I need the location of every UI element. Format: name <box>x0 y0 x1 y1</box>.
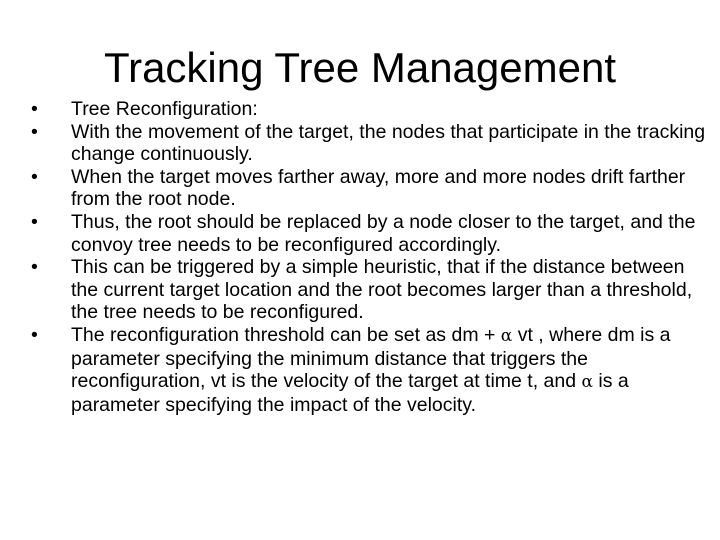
bullet-text: When the target moves farther away, more and more nodes drift farther from the root node. <box>71 165 686 211</box>
bullet-item <box>28 98 708 121</box>
bullet-dot-icon: • <box>31 210 38 233</box>
bullet-text: Thus, the root should be replaced by a node closer to the target, and the convoy tree needs to be reconfigured accordingly. <box>71 210 696 256</box>
bullet-text: With the movement of the target, the nodes that participate in the tracking change continuously. <box>71 120 706 166</box>
bullet-item <box>28 211 708 256</box>
bullet-text-part: The reconfiguration threshold can be set as dm + <box>71 323 501 346</box>
bullet-item <box>28 256 708 324</box>
bullet-dot-icon: • <box>31 98 38 120</box>
alpha-symbol: α <box>500 325 513 346</box>
bullet-text-part: vt , where dm is a parameter specifying the minimum distance that triggers the reconfiguration, vt is the velocity of the target at time t, and <box>71 323 671 393</box>
bullet-list <box>28 98 708 416</box>
bullet-dot-icon: • <box>31 120 38 143</box>
slide-title: Tracking Tree Management <box>103 44 617 91</box>
bullet-dot-icon: • <box>31 165 38 188</box>
bullet-dot-icon: • <box>31 256 38 279</box>
bullet-dot-icon: • <box>31 323 38 346</box>
bullet-item <box>28 166 708 211</box>
bullet-item <box>28 121 708 166</box>
bullet-item <box>28 324 708 416</box>
bullet-text: This can be triggered by a simple heuristic, that if the distance between the current target location and the root becomes larger than a threshold, the tree needs to be reconfigured. <box>71 256 693 324</box>
alpha-symbol: α <box>581 372 593 393</box>
bullet-text: Tree Reconfiguration: <box>71 98 258 120</box>
bullet-text-part: is a parameter specifying the impact of the velocity. <box>71 370 629 416</box>
